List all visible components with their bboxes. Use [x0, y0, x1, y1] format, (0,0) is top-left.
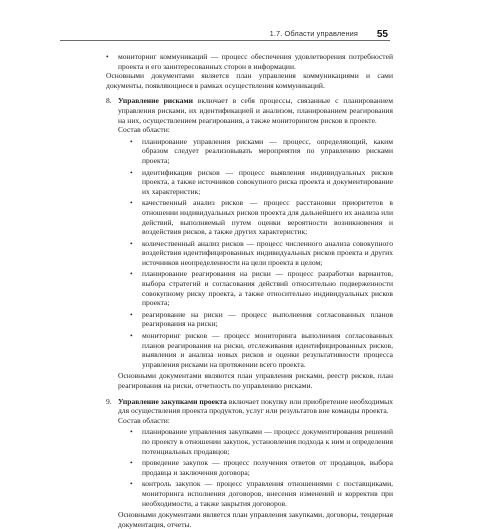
bullet-icon: •	[130, 479, 133, 489]
list-item	[130, 168, 393, 197]
list-item	[130, 198, 393, 236]
item-intro-text: включает покупку или приобретение необходимых для осуществления проекта продуктов, услуг или результатов вне команды проекта.	[118, 396, 393, 416]
list-item	[130, 239, 393, 268]
bullet-icon: •	[106, 52, 109, 61]
item-conclusion: Основными документами являются план управления рисками, реестр рисков, план реагирования на риски, отчетность по управлению рисками.	[118, 371, 393, 390]
numbered-item	[106, 396, 393, 529]
bullet-text: количественный анализ рисков — процесс численного анализа совокупного воздействия идентифицированных индивидуальных рисков проекта и других источников неопределенности на цели проекта в целом;	[142, 238, 393, 267]
bullet-text: мониторинг коммуникаций — процесс обеспечения удовлетворения потребностей проекта и его заинтересованных сторон в информации.	[118, 52, 393, 71]
page-number: 55	[376, 29, 388, 40]
list-item	[106, 52, 393, 71]
composition-label: Состав области:	[118, 415, 170, 425]
numbered-item	[106, 96, 393, 390]
item-conclusion: Основными документами является план управления закупками, договоры, тендерная документация, отчеты.	[118, 510, 393, 529]
bullet-icon: •	[130, 269, 133, 279]
list-item	[130, 479, 393, 508]
bullet-icon: •	[130, 458, 133, 468]
item-number: 9.	[106, 396, 112, 406]
running-header	[60, 28, 390, 41]
bullet-text: планирование реагирования на риски — процесс разработки вариантов, выбора стратегий и согласования действий относительно подверженности совокупному риску проекта, а также относительно индивидуальных рисков проекта;	[142, 269, 393, 308]
item-intro	[118, 96, 393, 125]
bullet-list	[130, 137, 393, 370]
bullet-text: контроль закупок — процесс управления отношениями с поставщиками, мониторинга исполнения договоров, внесения изменений и корректив при необходимости, а также закрытия договоров.	[142, 479, 393, 508]
bullet-text: планирование управления закупками — процесс документирования решений по проекту в отношении закупок, установления подхода к ним и определения потенциальных продавцов;	[142, 427, 393, 456]
paragraph: Основными документами является план управления коммуникациями и сами документы, появляющиеся в рамках осуществления коммуникаций.	[106, 71, 393, 90]
item-intro-text: включает в себя процессы, связанные с планированием управления рисками, их идентификацией и анализом, планированием реагирования на них, осуществлением реагирования, а также мониторингом рисков в проекте.	[118, 96, 393, 125]
composition-label: Состав области:	[118, 125, 170, 135]
bullet-icon: •	[130, 331, 133, 341]
bullet-text: реагирование на риски — процесс выполнения согласованных планов реагирования на риски;	[142, 309, 393, 329]
item-intro	[118, 397, 393, 416]
list-item	[130, 137, 393, 166]
list-item	[130, 427, 393, 456]
bullet-icon: •	[130, 167, 133, 177]
list-item	[130, 458, 393, 477]
bullet-list	[130, 427, 393, 508]
bullet-icon: •	[130, 238, 133, 248]
header-section-title: 1.7. Области управления	[269, 29, 358, 38]
bullet-icon: •	[130, 427, 133, 437]
numbered-list	[106, 96, 393, 529]
bullet-text: планирование управления рисками — процесс, определяющий, каким образом следует реализовывать мероприятия по управлению рисками проекта;	[142, 136, 393, 165]
bullet-text: проведение закупок — процесс получения ответов от продавцов, выбора продавца и заключения договора;	[142, 458, 393, 477]
bullet-text: мониторинг рисков — процесс мониторинга выполнения согласованных планов реагирования на риски, отслеживания идентифицированных рисков, выявления и анализа новых рисков и оценки результативности процесса управления рисками на протяжении всего проекта.	[142, 331, 393, 369]
bullet-icon: •	[130, 309, 133, 319]
list-item	[130, 269, 393, 307]
item-title: Управление рисками	[118, 96, 193, 106]
page-body	[106, 52, 393, 529]
list-item	[130, 310, 393, 329]
bullet-icon: •	[130, 136, 133, 146]
bullet-text: качественный анализ рисков — процесс расстановки приоритетов в отношении индивидуальных рисков проекта для дальнейшего их анализа или действий, выполняемый путем оценки вероятности возникновения и воздействия рисков, а также других характеристик;	[142, 198, 393, 237]
bullet-text: идентификация рисков — процесс выявления индивидуальных рисков проекта, а также источников совокупного риска проекта и документирование их характеристик;	[142, 167, 393, 196]
list-item	[130, 331, 393, 369]
item-title: Управление закупками проекта	[118, 396, 227, 406]
item-number: 8.	[106, 96, 112, 106]
bullet-icon: •	[130, 198, 133, 208]
